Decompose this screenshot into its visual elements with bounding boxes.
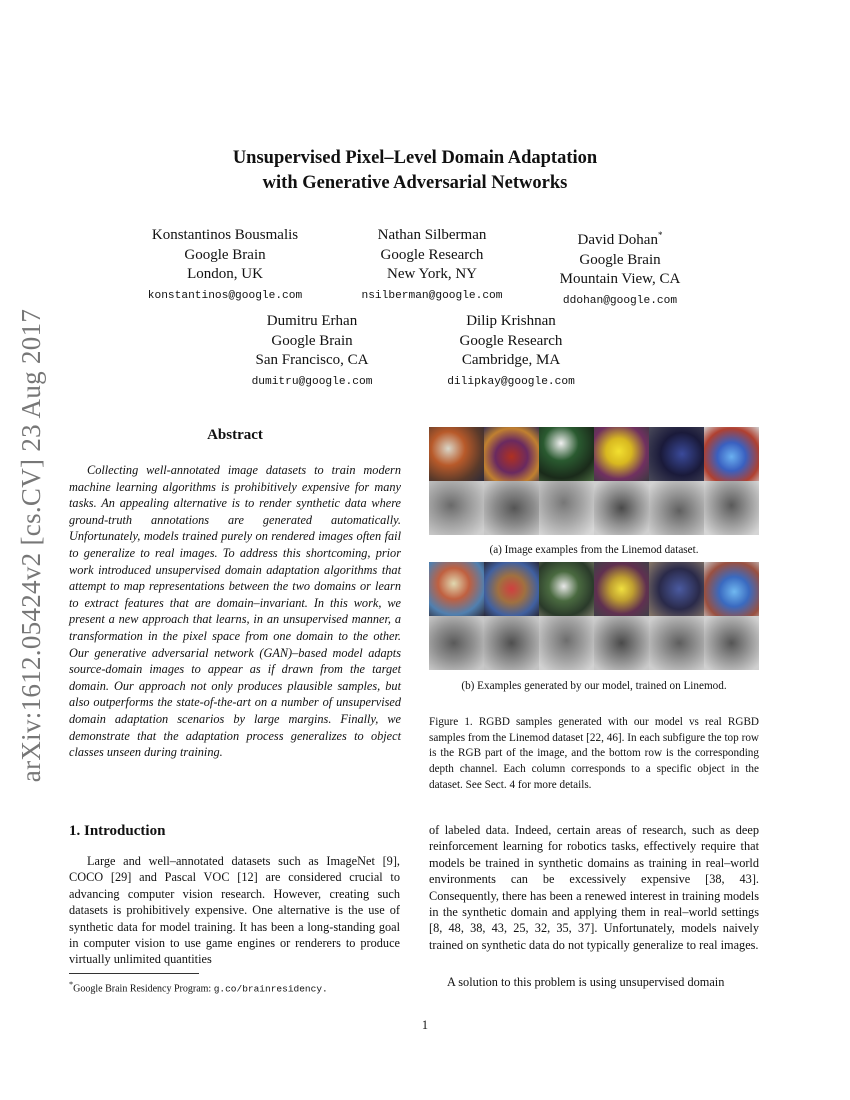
- author-block: [500, 226, 740, 309]
- rgb-sample: [484, 562, 539, 616]
- author-affiliation: Google Brain: [271, 332, 353, 349]
- depth-sample: [649, 481, 704, 535]
- footnote: [69, 978, 400, 995]
- footnote-mark: *: [69, 980, 74, 989]
- author-block: [391, 312, 631, 390]
- rgb-sample: [649, 562, 704, 616]
- depth-sample: [539, 481, 594, 535]
- footnote-text: Google Brain Residency Program:: [73, 983, 214, 995]
- author-location: San Francisco, CA: [255, 352, 369, 368]
- author-location: London, UK: [187, 266, 263, 282]
- depth-sample: [704, 616, 759, 670]
- section-heading-introduction: 1. Introduction: [69, 823, 166, 839]
- subfigure-caption-b: (b) Examples generated by our model, trained on Linemod.: [461, 680, 727, 692]
- depth-sample: [649, 616, 704, 670]
- author-name: David Dohan*: [577, 230, 663, 248]
- rgb-sample: [649, 427, 704, 481]
- author-affiliation: Google Research: [459, 332, 563, 349]
- author-location: New York, NY: [386, 266, 477, 282]
- depth-sample: [484, 481, 539, 535]
- figure-linemod-real: [429, 427, 759, 535]
- author-affiliation: Google Research: [380, 246, 484, 263]
- depth-sample: [539, 616, 594, 670]
- arxiv-identifier: arXiv:1612.05424v2 [cs.CV] 23 Aug 2017: [16, 308, 47, 782]
- author-email[interactable]: nsilberman@google.com: [361, 289, 503, 302]
- depth-sample: [429, 616, 484, 670]
- introduction-paragraph-next: A solution to this problem is using unsupervised domain: [447, 975, 725, 989]
- introduction-paragraph: Large and well–annotated datasets such as ImageNet [9], COCO [29] and Pascal VOC [12] are considered crucial to advancing computer vision research. However, creating such datasets is prohibitively expensive. One alternative is the use of synthetic data for model training. It has been a long-standing goal in computer vision to use game engines or renderers to produce virtually unlimited quantities: [69, 854, 400, 967]
- author-name: Dumitru Erhan: [266, 313, 358, 329]
- author-block: [105, 226, 345, 304]
- rgb-sample: [594, 427, 649, 481]
- depth-sample: [704, 481, 759, 535]
- author-name: Dilip Krishnan: [466, 313, 556, 329]
- figure-generated: [429, 562, 759, 670]
- subfigure-caption-a: (a) Image examples from the Linemod dataset.: [489, 544, 699, 556]
- author-email[interactable]: konstantinos@google.com: [147, 289, 303, 302]
- rgb-sample: [429, 562, 484, 616]
- author-email[interactable]: dilipkay@google.com: [447, 375, 575, 388]
- author-location: Cambridge, MA: [461, 352, 561, 368]
- author-email[interactable]: ddohan@google.com: [562, 294, 678, 307]
- paper-title: Unsupervised Pixel–Level Domain Adaptation with Generative Adversarial Networks: [232, 148, 598, 193]
- author-email[interactable]: dumitru@google.com: [251, 375, 373, 388]
- rgb-sample: [704, 562, 759, 616]
- rgb-sample: [704, 427, 759, 481]
- rgb-sample: [539, 562, 594, 616]
- footnote-link[interactable]: g.co/brainresidency.: [213, 983, 328, 995]
- abstract-text: Collecting well-annotated image datasets to train modern machine learning algorithms is prohibitively expensive for many tasks. An appealing alternative is to render synthetic data where ground-truth annotations are generated automatically. Unfortunately, models trained purely on rendered images often fail to generalize to real images. To address this shortcoming, prior work introduced unsupervised domain adaptation algorithms that attempt to map representations between the two domains or learn to extract features that are domain–invariant. In this work, we present a new approach that learns, in an unsupervised manner, a transformation in the pixel space from one domain to the other. Our generative adversarial network (GAN)–based model adapts source-domain images to appear as if drawn from the target domain. Our approach not only produces plausible samples, but also outperforms the state-of-the-art on a number of unsupervised domain adaptation scenarios by large margins. Finally, we demonstrate that the adaptation process generalizes to object classes unseen during training.: [69, 463, 401, 760]
- footnote-mark: *: [657, 230, 663, 240]
- rgb-sample: [429, 427, 484, 481]
- author-name: Nathan Silberman: [377, 227, 487, 243]
- author-location: Mountain View, CA: [559, 271, 681, 287]
- rgb-sample: [594, 562, 649, 616]
- figure-caption: Figure 1. RGBD samples generated with our model vs real RGBD samples from the Linemod dataset [22, 46]. In each subfigure the top row is the RGB part of the image, and the bottom row is the corresponding depth channel. Each column corresponds to a specific object in the dataset. See Sect. 4 for more details.: [429, 716, 759, 791]
- rgb-sample: [484, 427, 539, 481]
- depth-sample: [429, 481, 484, 535]
- depth-sample: [594, 481, 649, 535]
- introduction-paragraph-continued: of labeled data. Indeed, certain areas of research, such as deep reinforcement learning for robotics tasks, effectively require that models be trained in synthetic domains as training in real–world environments can be excessively expensive [38, 43]. Consequently, there has been a renewed interest in training models in the synthetic domain and applying them in real–world settings [8, 48, 38, 43, 25, 32, 35, 37]. Unfortunately, models naively trained on synthetic data do not typically generalize to real images.: [429, 823, 759, 952]
- author-affiliation: Google Brain: [579, 251, 661, 268]
- page-number: 1: [421, 1018, 429, 1032]
- footnote-divider: [69, 973, 199, 974]
- abstract-heading: Abstract: [207, 427, 263, 443]
- rgb-sample: [539, 427, 594, 481]
- depth-sample: [484, 616, 539, 670]
- author-affiliation: Google Brain: [184, 246, 266, 263]
- author-name: Konstantinos Bousmalis: [151, 227, 299, 243]
- depth-sample: [594, 616, 649, 670]
